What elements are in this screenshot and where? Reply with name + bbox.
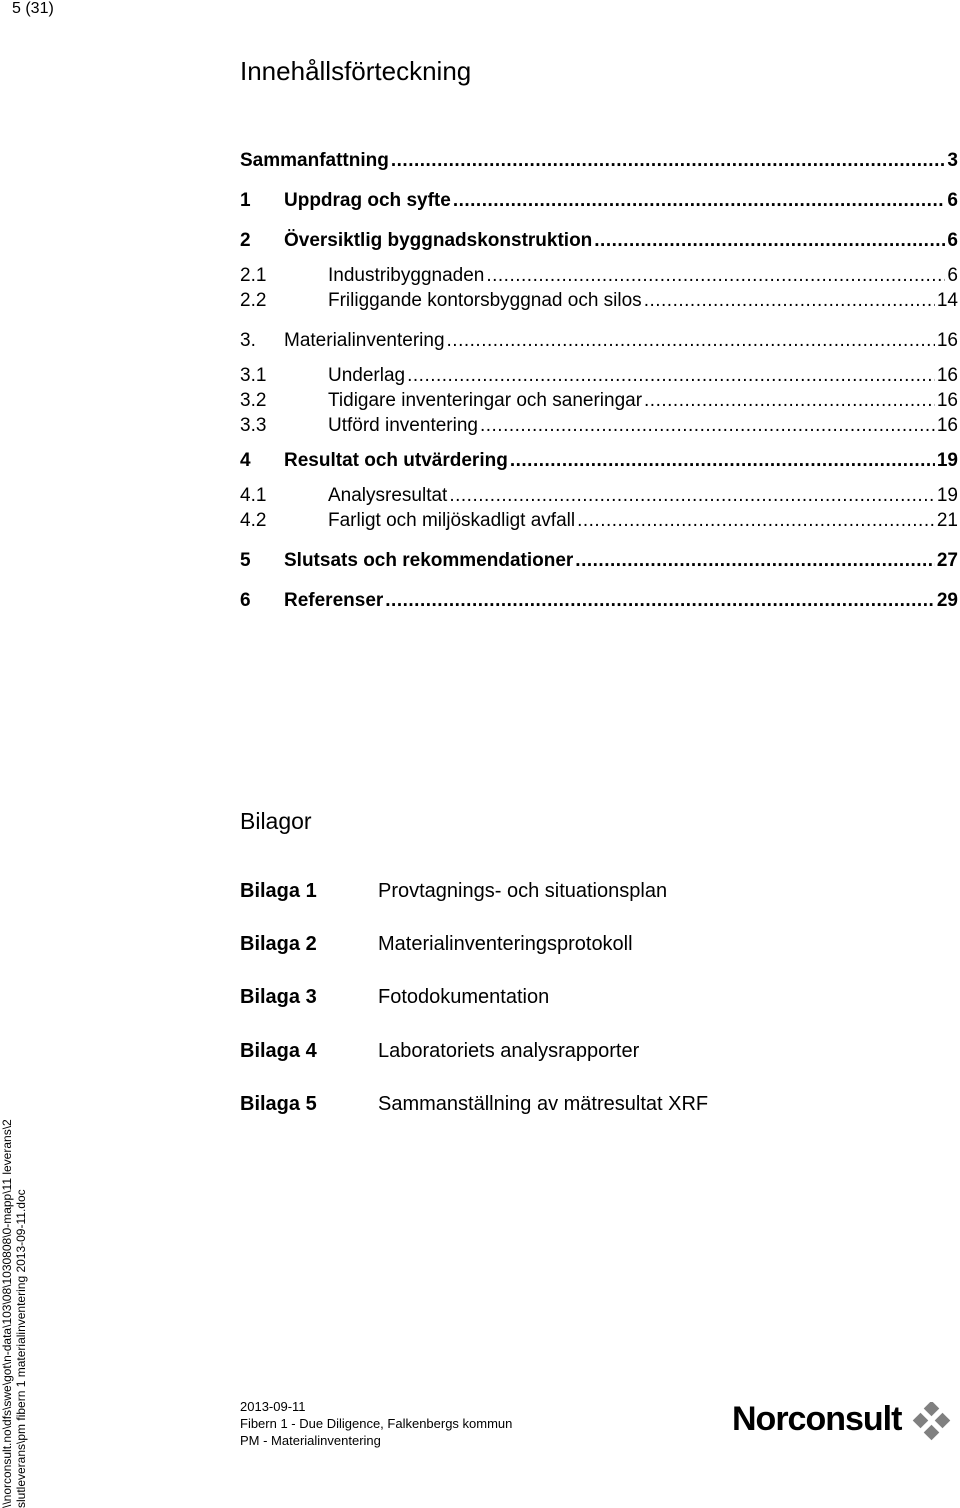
- toc-entry-page: 16: [936, 390, 958, 411]
- toc-entry-number: 6: [240, 590, 251, 611]
- toc-leader-dots: [447, 330, 935, 352]
- toc-entry[interactable]: [240, 485, 958, 509]
- toc-leader-dots: [391, 150, 946, 172]
- toc-entry-page: 16: [936, 415, 958, 436]
- page-footer: [240, 1398, 512, 1449]
- appendix-description: Fotodokumentation: [378, 986, 550, 1008]
- toc-leader-dots: [385, 590, 935, 612]
- footer-project: Fibern 1 - Due Diligence, Falkenbergs kommun: [240, 1416, 513, 1431]
- toc-entry-number: 3.1: [240, 365, 267, 386]
- footer-document: PM - Materialinventering: [240, 1433, 381, 1448]
- toc-entry-text: Tidigare inventeringar och saneringar: [328, 390, 643, 411]
- toc-leader-dots: [575, 550, 935, 572]
- toc-entry-text: Utförd inventering: [328, 415, 478, 436]
- toc-entry[interactable]: [240, 265, 958, 289]
- toc-leader-dots: [453, 190, 946, 212]
- table-of-contents: [240, 0, 960, 640]
- appendix-label: Bilaga 5: [240, 1093, 317, 1115]
- toc-leader-dots: [407, 365, 935, 387]
- toc-entry-text: Referenser: [284, 590, 384, 611]
- toc-leader-dots: [480, 415, 935, 437]
- toc-entry-page: 16: [936, 330, 958, 351]
- toc-leader-dots: [644, 290, 935, 312]
- file-path-line-1: \\norconsult.no\dfs\swe\got\n-data\103\08\1030808\0-mapp\11 leverans\2: [0, 1119, 14, 1508]
- toc-entry-number: 4.1: [240, 485, 267, 506]
- toc-entry[interactable]: [240, 415, 958, 439]
- page-number: 5 (31): [12, 0, 54, 17]
- toc-leader-dots: [577, 510, 935, 532]
- toc-entry[interactable]: [240, 230, 958, 254]
- toc-entry-page: 19: [936, 485, 958, 506]
- toc-entry-text: Översiktlig byggnadskonstruktion: [284, 230, 593, 251]
- toc-entry-page: 6: [947, 265, 958, 286]
- toc-entry[interactable]: [240, 550, 958, 574]
- toc-entry[interactable]: [240, 450, 958, 474]
- toc-entry[interactable]: [240, 190, 958, 214]
- appendix-description: Laboratoriets analysrapporter: [378, 1040, 640, 1062]
- toc-entry[interactable]: [240, 330, 958, 354]
- toc-entry-text: Uppdrag och syfte: [284, 190, 451, 211]
- toc-entry-number: 2.1: [240, 265, 267, 286]
- toc-leader-dots: [594, 230, 945, 252]
- appendix-description: Materialinventeringsprotokoll: [378, 933, 633, 955]
- footer-date: 2013-09-11: [240, 1399, 306, 1414]
- appendix-description: Provtagnings- och situationsplan: [378, 880, 668, 902]
- toc-entry[interactable]: [240, 290, 958, 314]
- toc-entry-number: 4: [240, 450, 251, 471]
- toc-entry-page: 21: [936, 510, 958, 531]
- appendix-description: Sammanställning av mätresultat XRF: [378, 1093, 709, 1115]
- toc-entry-page: 3: [947, 150, 958, 171]
- toc-entry[interactable]: [240, 510, 958, 534]
- toc-entry-text: Farligt och miljöskadligt avfall: [328, 510, 576, 531]
- toc-entry-text: Underlag: [328, 365, 406, 386]
- toc-entry-number: 3.3: [240, 415, 267, 436]
- appendix-label: Bilaga 3: [240, 986, 317, 1008]
- toc-entry-number: 2: [240, 230, 251, 251]
- toc-entry[interactable]: [240, 390, 958, 414]
- appendices-title: Bilagor: [240, 808, 312, 834]
- diamond-logo-icon: [912, 1402, 952, 1442]
- toc-entry-number: 3.2: [240, 390, 267, 411]
- toc-entry-text: Resultat och utvärdering: [284, 450, 508, 471]
- toc-entry-text: Analysresultat: [328, 485, 448, 506]
- toc-entry-text: Materialinventering: [284, 330, 445, 351]
- file-path-line-2: slutleverans\pm fibern 1 materialinventering 2013-09-11.doc: [14, 1189, 28, 1508]
- toc-entry-page: 14: [936, 290, 958, 311]
- toc-entry-page: 16: [936, 365, 958, 386]
- toc-entry-number: 5: [240, 550, 251, 571]
- appendix-label: Bilaga 2: [240, 933, 317, 955]
- toc-entry[interactable]: [240, 590, 958, 614]
- toc-entry-page: 6: [947, 230, 958, 251]
- toc-entry-page: 29: [936, 590, 958, 611]
- toc-leader-dots: [486, 265, 945, 287]
- norconsult-logo: [732, 1400, 954, 1444]
- appendix-label: Bilaga 4: [240, 1040, 317, 1062]
- toc-entry-page: 19: [936, 450, 958, 471]
- appendix-label: Bilaga 1: [240, 880, 317, 902]
- toc-entry[interactable]: [240, 365, 958, 389]
- toc-leader-dots: [449, 485, 935, 507]
- toc-entry-text: Industribyggnaden: [328, 265, 485, 286]
- toc-entry-page: 27: [936, 550, 958, 571]
- logo-text: Norconsult: [732, 1400, 902, 1438]
- toc-title: Innehållsförteckning: [240, 56, 472, 86]
- toc-entry[interactable]: [240, 150, 958, 174]
- toc-entry-text: Slutsats och rekommendationer: [284, 550, 574, 571]
- toc-entry-page: 6: [947, 190, 958, 211]
- toc-entry-text: Friliggande kontorsbyggnad och silos: [328, 290, 642, 311]
- toc-entry-number: 3.: [240, 330, 256, 351]
- toc-leader-dots: [644, 390, 935, 412]
- toc-entry-number: 1: [240, 190, 251, 211]
- toc-entry-number: 2.2: [240, 290, 267, 311]
- toc-entry-number: 4.2: [240, 510, 267, 531]
- toc-leader-dots: [510, 450, 935, 472]
- toc-entry-text: Sammanfattning: [240, 150, 389, 171]
- file-path-sidebar: [0, 1108, 28, 1508]
